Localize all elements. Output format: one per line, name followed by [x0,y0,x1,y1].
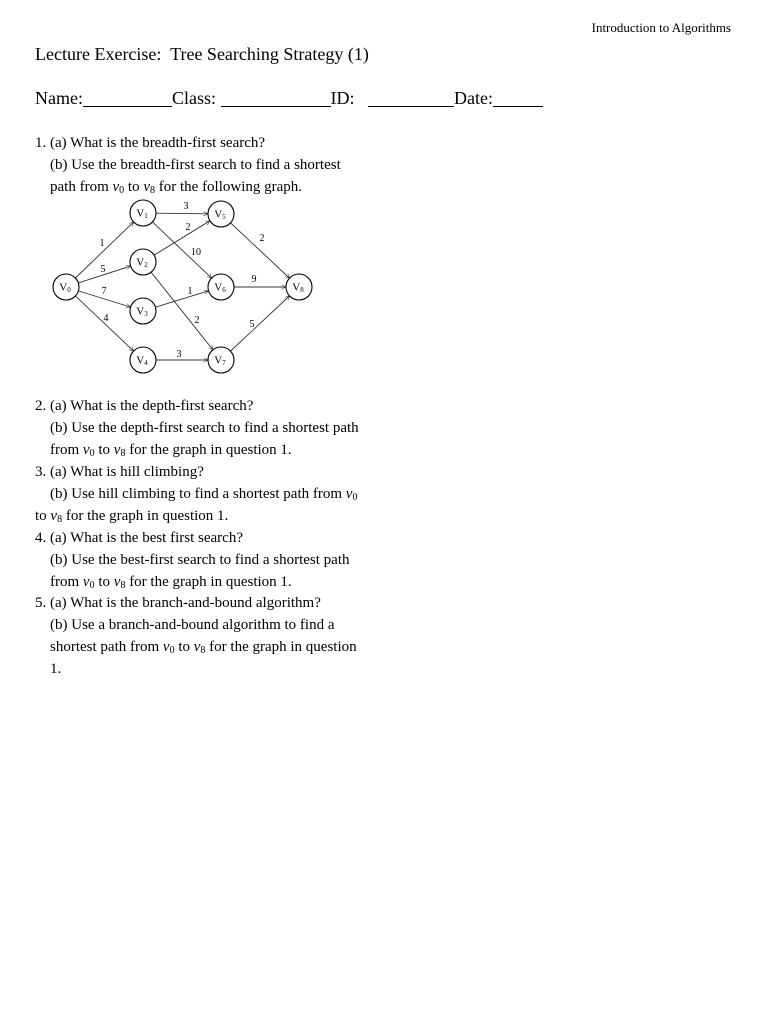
sub: 0 [169,645,175,656]
svg-text:V5: V5 [214,208,226,221]
q2-part-b-line1: (b) Use the depth-first search to find a shortest path [50,420,359,436]
var: v [345,486,353,502]
graph-diagram [45,198,325,378]
q2-part-a: 2. (a) What is the depth-first search? [35,398,254,414]
edge-weight-v6-v8: 9 [251,274,257,285]
text: to [94,442,114,458]
svg-text:V4: V4 [136,354,148,367]
q4-part-b-line1: (b) Use the best-first search to find a shortest path [50,552,350,568]
edge-weight-v0-v4: 4 [103,313,109,324]
name-blank[interactable] [83,88,172,107]
svg-text:V2: V2 [136,256,148,269]
text: from [50,442,83,458]
var: v [113,574,121,590]
var: v [50,508,58,524]
q3-part-a: 3. (a) What is hill climbing? [35,464,204,480]
edge-v7-v8 [230,296,289,351]
id-blank[interactable] [368,88,454,107]
class-blank[interactable] [221,88,331,107]
sub: 0 [352,492,358,503]
svg-text:V0: V0 [59,281,71,294]
sub: 8 [57,514,63,525]
text: for the following graph. [155,179,303,195]
edge-weight-v5-v8: 2 [259,233,265,244]
course-header: Introduction to Algorithms [591,20,731,35]
date-label: Date: [454,88,493,108]
text: to [94,574,114,590]
q4-part-b-line2 [35,571,395,593]
edge-v1-v5 [156,213,208,214]
node-v7 [208,347,234,373]
q3-part-b-line2 [35,505,395,527]
edge-v3-v6 [155,291,208,307]
edge-weight-v0-v1: 1 [99,238,105,249]
svg-text:V1: V1 [136,207,148,220]
q3-part-b-line1 [35,483,395,505]
node-v4 [130,347,156,373]
node-v0 [53,274,79,300]
text: for the graph in question 1. [62,508,229,524]
text: (b) Use hill climbing to find a shortest path from [50,486,346,502]
edge-v1-v6 [152,222,211,278]
name-label: Name: [35,88,83,108]
page-title: Lecture Exercise: Tree Searching Strategy (1) [35,44,369,64]
edge-weight-v1-v6: 10 [191,247,201,258]
question-2 [35,395,395,461]
edge-weight-v2-v5: 2 [185,222,191,233]
sub: 8 [120,448,126,459]
q1-part-b-line1: (b) Use the breadth-first search to find a shortest [50,157,341,173]
text: to [124,179,144,195]
question-1 [35,132,395,198]
text: path from [50,179,113,195]
class-label: Class: [171,88,221,108]
svg-text:V3: V3 [136,305,148,318]
var: v [112,179,120,195]
var: v [82,442,90,458]
text: for the graph in question 1. [125,442,292,458]
sub: 8 [150,185,155,196]
question-4 [35,527,395,593]
edge-weight-v3-v6: 1 [187,286,193,297]
text: for the graph in question [205,639,357,655]
edge-weight-v0-v2: 5 [100,264,106,275]
node-v8 [286,274,312,300]
text: for the graph in question 1. [125,574,292,590]
question-3 [35,461,395,527]
q5-part-a: 5. (a) What is the branch-and-bound algorithm? [35,595,321,611]
sub: 8 [120,580,126,591]
text: to [174,639,194,655]
node-v1 [130,200,156,226]
var: v [162,639,170,655]
id-label: ID: [330,88,359,108]
edge-v2-v7 [151,272,213,350]
q5-part-b-line2 [35,636,395,658]
var: v [113,442,121,458]
node-v5 [208,201,234,227]
edge-weight-v4-v7: 3 [176,349,182,360]
edge-weight-v1-v5: 3 [183,201,189,212]
q5-part-b-line1: (b) Use a branch-and-bound algorithm to find a [50,617,335,633]
date-blank[interactable] [493,88,543,107]
node-v6 [208,274,234,300]
node-v2 [130,249,156,275]
text: from [50,574,83,590]
q2-part-b-line2 [35,439,395,461]
edge-weight-v2-v7: 2 [194,315,200,326]
student-info-fields [35,88,543,109]
q1-part-a: 1. (a) What is the breadth-first search? [35,135,266,151]
text: to [35,508,51,524]
svg-text:V7: V7 [214,354,226,367]
sub: 0 [89,448,95,459]
edge-v5-v8 [230,223,289,278]
text: shortest path from [50,639,163,655]
question-5 [35,592,395,680]
var: v [82,574,90,590]
var: v [143,179,150,195]
q4-part-a: 4. (a) What is the best first search? [35,530,243,546]
node-v3 [130,298,156,324]
svg-text:V8: V8 [292,281,304,294]
sub: 8 [200,645,206,656]
svg-text:V6: V6 [214,281,226,294]
q5-part-b-line3: 1. [50,661,62,677]
var: v [193,639,201,655]
sub: 0 [89,580,95,591]
q1-part-b-line2 [35,176,395,198]
sub: 0 [119,185,125,196]
edge-weight-v0-v3: 7 [101,286,107,297]
edge-weight-v7-v8: 5 [249,319,255,330]
